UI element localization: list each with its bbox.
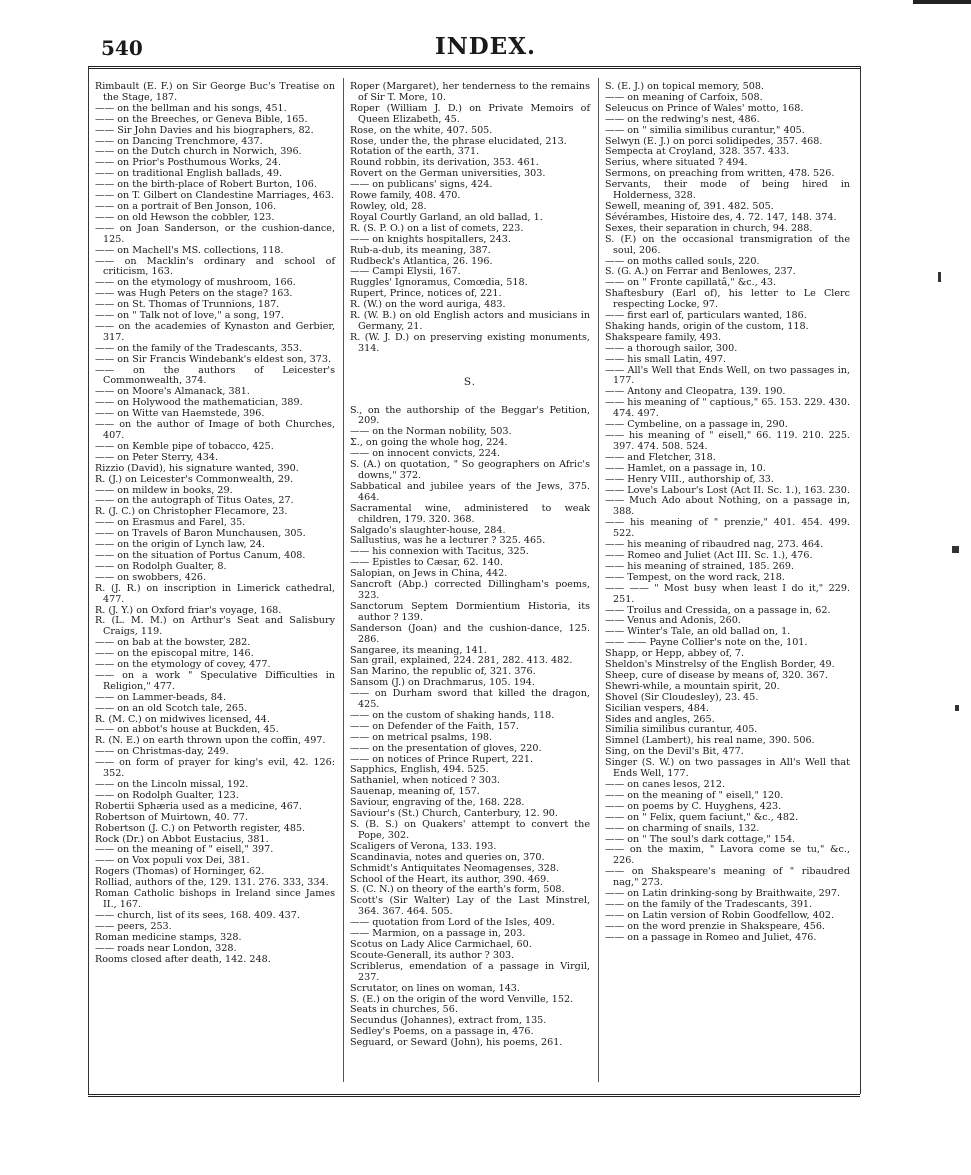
index-entry: —— his connexion with Tacitus, 325.	[350, 546, 529, 558]
index-entry: Scrutator, on lines on woman, 143.	[350, 982, 520, 994]
index-entry: Serius, where situated ? 494.	[605, 157, 748, 169]
index-entry: —— on a passage in Romeo and Juliet, 476.	[605, 931, 817, 943]
index-entry: —— on Dancing Trenchmore, 437.	[95, 135, 263, 147]
index-entry: —— and Fletcher, 318.	[605, 451, 716, 463]
index-entry: —— on Macklin's ordinary and school of criticism, 163.	[95, 255, 335, 278]
index-entry: —— on charming of snails, 132.	[605, 822, 760, 834]
index-entry: Shakspeare family, 493.	[605, 331, 722, 343]
index-entry: —— on moths called souls, 220.	[605, 255, 760, 267]
index-entry: Roman medicine stamps, 328.	[95, 931, 242, 943]
index-entry: San Marino, the republic of, 321. 376.	[350, 666, 536, 678]
index-entry: —— on the author of Image of both Churches, 407.	[95, 419, 335, 441]
index-entry: Scott's (Sir Walter) Lay of the Last Minstrel, 364. 367. 464. 505.	[350, 895, 590, 918]
index-entry: —— on the Breeches, or Geneva Bible, 165.	[95, 113, 308, 125]
bottom-rule	[88, 1094, 860, 1097]
index-entry: —— his meaning of strained, 185. 269.	[605, 560, 794, 572]
index-entry: —— on Kemble pipe of tobacco, 425.	[95, 440, 274, 452]
top-rule	[88, 66, 860, 69]
index-entry: Rudbeck's Atlantica, 26. 196.	[350, 255, 493, 267]
index-entry: Simnel (Lambert), his real name, 390. 506.	[605, 735, 815, 747]
margin-mark	[938, 272, 941, 282]
index-entry: —— —— Payne Collier's note on the, 101.	[605, 637, 808, 649]
index-entry: —— on knights hospitallers, 243.	[350, 233, 511, 245]
index-entry: Rimbault (E. F.) on Sir George Buc's Treatise on the Stage, 187.	[95, 81, 335, 103]
index-entry: —— on the family of the Tradescants, 391.	[605, 898, 813, 910]
left-border	[88, 66, 89, 1094]
index-entry: Secundus (Johannes), extract from, 135.	[350, 1015, 547, 1027]
index-entry: R. (N. E.) on earth thrown upon the coffin, 497.	[95, 735, 326, 747]
index-entry: Sermons, on preaching from written, 478. 526.	[605, 168, 835, 180]
index-entry: —— on Holywood the mathematician, 389.	[95, 397, 303, 409]
index-entry: Shovel (Sir Cloudesley), 23. 45.	[605, 691, 759, 703]
index-entry: —— Henry VIII., authorship of, 33.	[605, 473, 774, 485]
index-entry: —— on canes lesos, 212.	[605, 779, 725, 790]
index-entry: —— on Erasmus and Farel, 35.	[95, 517, 246, 529]
index-entry: —— on Machell's MS. collections, 118.	[95, 244, 284, 256]
index-entry: —— on Joan Sanderson, or the cushion-dance, 125.	[95, 222, 335, 245]
index-column-1	[95, 82, 335, 965]
index-entry: —— his meaning of " eisell," 66. 119. 210. 225. 397. 474. 508. 524.	[605, 430, 850, 452]
index-entry: —— Romeo and Juliet (Act III. Sc. 1.), 476.	[605, 549, 813, 561]
index-entry: R. (L. M. M.) on Arthur's Seat and Salisbury Craigs, 119.	[95, 615, 335, 638]
page-title: INDEX.	[434, 33, 537, 60]
index-entry: Sing, on the Devil's Bit, 477.	[605, 746, 744, 758]
index-entry: —— on Latin drinking-song by Braithwaite, 297.	[605, 888, 841, 900]
index-entry: Robertii Sphæria used as a medicine, 467.	[95, 800, 302, 812]
index-entry: —— was Hugh Peters on the stage? 163.	[95, 288, 293, 300]
index-entry: —— on Prior's Posthumous Works, 24.	[95, 157, 281, 169]
index-entry: R. (S. P. O.) on a list of comets, 223.	[350, 222, 524, 234]
index-entry: —— on Travels of Baron Munchausen, 305.	[95, 528, 306, 540]
index-entry: S., on the authorship of the Beggar's Petition, 209.	[350, 404, 590, 427]
index-entry: Sewell, meaning of, 391. 482. 505.	[605, 200, 774, 212]
index-entry: R. (M. C.) on midwives licensed, 44.	[95, 713, 270, 725]
index-entry: —— his meaning of " captious," 65. 153. 229. 430. 474. 497.	[605, 397, 850, 420]
index-entry: —— on Moore's Almanack, 381.	[95, 386, 250, 398]
index-entry: —— on the academies of Kynaston and Gerbier, 317.	[95, 320, 335, 343]
index-entry: —— his meaning of ribaudred nag, 273. 464.	[605, 539, 824, 551]
index-entry: —— on " The soul's dark cottage," 154.	[605, 833, 796, 845]
index-entry: —— on Sir Francis Windebank's eldest son, 373.	[95, 353, 332, 365]
index-entry: Round robbin, its derivation, 353. 461.	[350, 157, 539, 169]
index-entry: Sallustius, was he a lecturer ? 325. 465.	[350, 535, 546, 547]
index-entry: Scoute-Generall, its author ? 303.	[350, 949, 515, 961]
index-entry: —— on publicans' signs, 424.	[350, 179, 493, 191]
index-entry: —— on the family of the Tradescants, 353.	[95, 342, 303, 354]
index-entry: S. (F.) on the occasional transmigration of the soul, 206.	[605, 233, 850, 256]
column-divider	[598, 78, 599, 1082]
index-entry: S. (C. N.) on theory of the earth's form, 508.	[350, 884, 565, 896]
index-entry: —— on St. Thomas of Trunnions, 187.	[95, 299, 280, 311]
index-entry: —— on mildew in books, 29.	[95, 484, 233, 496]
index-entry: —— on the situation of Portus Canum, 408.	[95, 549, 306, 561]
index-entry: Sabbatical and jubilee years of the Jews, 375. 464.	[350, 480, 590, 503]
margin-mark	[955, 705, 959, 711]
index-entry: —— on the maxim, " Lavora come se tu," &c., 226.	[605, 844, 850, 867]
index-entry: Σ., on going the whole hog, 224.	[350, 437, 508, 449]
index-entry: —— first earl of, particulars wanted, 186.	[605, 310, 807, 322]
index-entry: —— on Rodolph Gualter, 123.	[95, 789, 239, 801]
index-entry: —— on a work " Speculative Difficulties in Religion," 477.	[95, 669, 335, 692]
index-entry: —— Love's Labour's Lost (Act II. Sc. 1.), 163. 230.	[605, 484, 850, 496]
index-entry: —— on Rodolph Gualter, 8.	[95, 560, 227, 572]
index-entry: Shapp, or Hepp, abbey of, 7.	[605, 648, 745, 660]
index-entry: —— Winter's Tale, an old ballad on, 1.	[605, 626, 791, 638]
index-entry: School of the Heart, its author, 390. 469.	[350, 873, 550, 885]
index-entry: Rotation of the earth, 371.	[350, 146, 480, 158]
index-entry: —— on innocent convicts, 224.	[350, 448, 501, 460]
index-entry: —— on " Fronte capillatâ," &c., 43.	[605, 277, 777, 289]
index-entry: Sedley's Poems, on a passage in, 476.	[350, 1026, 534, 1038]
index-entry: R. (J.) on Leicester's Commonwealth, 29.	[95, 473, 294, 485]
index-entry: S. (G. A.) on Ferrar and Benlowes, 237.	[605, 266, 796, 278]
index-entry: —— All's Well that Ends Well, on two passages in, 177.	[605, 364, 850, 387]
index-entry: —— on Defender of the Faith, 157.	[350, 720, 519, 732]
index-entry: Roper (Margaret), her tenderness to the remains of Sir T. More, 10.	[350, 81, 590, 103]
index-entry: —— on the custom of shaking hands, 118.	[350, 709, 555, 721]
index-entry: Similia similibus curantur, 405.	[605, 724, 758, 736]
index-entry: Sacramental wine, administered to weak children, 179. 320. 368.	[350, 502, 590, 525]
index-entry: —— on " Felix, quem faciunt," &c., 482.	[605, 811, 799, 823]
index-entry: —— Cymbeline, on a passage in, 290.	[605, 419, 788, 431]
index-entry: R. (J. R.) on inscription in Limerick cathedral, 477.	[95, 582, 335, 605]
index-entry: —— on the Norman nobility, 503.	[350, 426, 512, 438]
index-entry: Robertson (J. C.) on Petworth register, 485.	[95, 822, 306, 834]
index-entry: Sanderson (Joan) and the cushion-dance, 125. 286.	[350, 622, 590, 645]
index-entry: Salgado's slaughter-house, 284.	[350, 524, 506, 536]
index-entry: —— quotation from Lord of the Isles, 409.	[350, 917, 555, 929]
index-entry: —— on the birth-place of Robert Burton, 106.	[95, 179, 317, 191]
index-entry: Sheep, cure of disease by means of, 320. 367.	[605, 669, 828, 681]
index-entry: R. (W.) on the word auriga, 483.	[350, 299, 506, 311]
column-divider	[343, 78, 344, 1082]
index-entry: S. (B. S.) on Quakers' attempt to convert the Pope, 302.	[350, 819, 590, 841]
index-entry: Sanctorum Septem Dormientium Historia, its author ? 139.	[350, 600, 590, 623]
index-entry: —— on bab at the bowster, 282.	[95, 637, 251, 649]
index-entry: —— on the meaning of " eisell," 120.	[605, 789, 784, 801]
index-entry: Ruggles' Ignoramus, Comœdia, 518.	[350, 277, 528, 289]
index-entry: —— Sir John Davies and his biographers, 82.	[95, 124, 314, 136]
index-entry: Rizzio (David), his signature wanted, 390.	[95, 462, 299, 474]
index-entry: —— on Shakspeare's meaning of " ribaudred nag," 273.	[605, 866, 850, 889]
index-entry: Rowe family, 408. 470.	[350, 190, 461, 202]
index-entry: Shaftesbury (Earl of), his letter to Le Clerc respecting Locke, 97.	[605, 288, 850, 311]
index-entry: Seguard, or Seward (John), his poems, 261.	[350, 1037, 563, 1049]
index-entry: Royal Courtly Garland, an old ballad, 1.	[350, 211, 543, 223]
index-entry: Rooms closed after death, 142. 248.	[95, 953, 271, 965]
index-entry: Roman Catholic bishops in Ireland since James II., 167.	[95, 888, 335, 910]
index-entry: —— on Peter Sterry, 434.	[95, 451, 218, 463]
index-entry: Roper (William J. D.) on Private Memoirs of Queen Elizabeth, 45.	[350, 102, 590, 125]
index-entry: R. (W. B.) on old English actors and musicians in Germany, 21.	[350, 310, 590, 332]
index-entry: Sathaniel, when noticed ? 303.	[350, 775, 501, 787]
index-entry: —— Tempest, on the word rack, 218.	[605, 571, 785, 583]
index-entry: —— on the word prenzie in Shakspeare, 456.	[605, 920, 825, 932]
index-entry: Seleucus on Prince of Wales' motto, 168.	[605, 102, 804, 114]
index-entry: —— peers, 253.	[95, 920, 172, 932]
index-entry: —— on meaning of Carfoix, 508.	[605, 91, 763, 103]
index-entry: —— on swobbers, 426.	[95, 571, 207, 583]
index-column-3	[605, 82, 850, 944]
index-entry: —— his small Latin, 497.	[605, 353, 727, 365]
index-entry: Sévérambes, Histoire des, 4. 72. 147, 148. 374.	[605, 211, 837, 223]
index-entry: —— on the Lincoln missal, 192.	[95, 779, 249, 790]
index-entry: —— on Lammer-beads, 84.	[95, 691, 226, 703]
index-entry: —— on an old Scotch tale, 265.	[95, 702, 248, 714]
index-entry: —— a thorough sailor, 300.	[605, 342, 738, 354]
index-entry: —— on the autograph of Titus Oates, 27.	[95, 495, 294, 507]
index-entry: Shaking hands, origin of the custom, 118.	[605, 320, 809, 332]
index-entry: S. (E.) on the origin of the word Venville, 152.	[350, 993, 574, 1005]
index-entry: —— on Vox populi vox Dei, 381.	[95, 855, 250, 867]
index-entry: —— Marmion, on a passage in, 203.	[350, 928, 526, 940]
index-entry: —— on the episcopal mitre, 146.	[95, 648, 254, 660]
index-entry: —— —— " Most busy when least I do it," 229. 251.	[605, 582, 850, 605]
index-entry: Sauenap, meaning of, 157.	[350, 786, 480, 798]
index-entry: Singer (S. W.) on two passages in All's Well that Ends Well, 177.	[605, 757, 850, 780]
index-entry: —— Hamlet, on a passage in, 10.	[605, 462, 766, 474]
index-entry: Servants, their mode of being hired in Holderness, 328.	[605, 179, 850, 202]
index-entry: —— on the presentation of gloves, 220.	[350, 742, 542, 754]
page-number: 540	[101, 36, 143, 60]
index-entry: —— on " Talk not of love," a song, 197.	[95, 310, 284, 322]
index-entry: Schmidt's Antiquitates Neomagenses, 328.	[350, 862, 560, 874]
index-entry: Shewri-while, a mountain spirit, 20.	[605, 680, 780, 692]
index-entry: Salopian, on Jews in China, 442.	[350, 568, 508, 580]
index-entry: —— church, list of its sees, 168. 409. 437.	[95, 909, 300, 921]
index-entry: Sansom (J.) on Drachmarus, 105. 194.	[350, 677, 535, 689]
index-entry: —— Campi Elysii, 167.	[350, 266, 461, 278]
index-entry: —— Venus and Adonis, 260.	[605, 615, 741, 627]
index-entry: Saviour, engraving of the, 168. 228.	[350, 797, 525, 809]
section-heading: S.	[463, 375, 477, 388]
index-entry: Rose, under the, the phrase elucidated, 213.	[350, 135, 567, 147]
index-entry: Rowley, old, 28.	[350, 200, 427, 212]
index-entry: Scandinavia, notes and queries on, 370.	[350, 851, 545, 863]
index-entry: —— Epistles to Cæsar, 62. 140.	[350, 557, 503, 569]
index-entry: —— Troilus and Cressida, on a passage in, 62.	[605, 604, 831, 616]
index-entry: —— his meaning of " prenzie," 401. 454. 499. 522.	[605, 517, 850, 540]
index-entry: —— on " similia similibus curantur," 405.	[605, 124, 805, 136]
index-entry: —— on metrical psalms, 198.	[350, 731, 493, 743]
index-entry: R. (J. Y.) on Oxford friar's voyage, 168.	[95, 604, 282, 616]
index-entry: —— on the bellman and his songs, 451.	[95, 102, 287, 114]
index-entry: R. (W. J. D.) on preserving existing monuments, 314.	[350, 331, 590, 354]
index-entry: —— on the meaning of " eisell," 397.	[95, 844, 274, 856]
index-entry: —— on old Hewson the cobbler, 123.	[95, 211, 275, 223]
index-entry: —— on abbot's house at Buckden, 45.	[95, 724, 279, 736]
index-entry: —— on the Dutch church in Norwich, 396.	[95, 146, 302, 158]
index-entry: Seats in churches, 56.	[350, 1004, 458, 1016]
index-entry: S. (A.) on quotation, " So geographers on Afric's downs," 372.	[350, 459, 590, 481]
margin-mark	[952, 546, 959, 553]
index-entry: —— Antony and Cleopatra, 139. 190.	[605, 386, 786, 398]
index-entry: —— on the etymology of covey, 477.	[95, 659, 271, 671]
index-entry: San grail, explained, 224. 281, 282. 413. 482.	[350, 655, 573, 667]
index-entry: S. (E. J.) on topical memory, 508.	[605, 81, 765, 92]
index-entry: —— on T. Gilbert on Clandestine Marriages, 463.	[95, 190, 335, 202]
page-edge	[913, 0, 971, 4]
index-entry: —— on Durham sword that killed the dragon, 425.	[350, 688, 590, 711]
index-entry: Rolliad, authors of the, 129. 131. 276. 333, 334.	[95, 877, 329, 889]
index-entry: Scotus on Lady Alice Carmichael, 60.	[350, 938, 532, 950]
index-entry: —— on the redwing's nest, 486.	[605, 113, 760, 125]
right-border	[860, 66, 861, 1094]
index-entry: Sempecta at Croyland, 328. 357. 433.	[605, 146, 790, 158]
index-entry: Rock (Dr.) on Abbot Eustacius, 381.	[95, 833, 269, 845]
index-entry: R. (J. C.) on Christopher Flecamore, 23.	[95, 506, 288, 518]
index-entry: Rose, on the white, 407. 505.	[350, 124, 493, 136]
index-entry: Saviour's (St.) Church, Canterbury, 12. 90.	[350, 808, 558, 820]
index-entry: Sancroft (Abp.) corrected Dillingham's poems, 323.	[350, 579, 590, 601]
index-entry: Scriblerus, emendation of a passage in Virgil, 237.	[350, 960, 590, 983]
index-entry: —— roads near London, 328.	[95, 942, 237, 954]
index-entry: Sangaree, its meaning, 141.	[350, 644, 487, 656]
index-entry: —— on form of prayer for king's evil, 42. 126: 352.	[95, 757, 335, 780]
index-entry: Sapphics, English, 494. 525.	[350, 764, 489, 776]
index-entry: —— on Latin version of Robin Goodfellow, 402.	[605, 909, 835, 921]
index-entry: —— Much Ado about Nothing, on a passage in, 388.	[605, 495, 850, 518]
index-entry: —— on a portrait of Ben Jonson, 106.	[95, 200, 277, 212]
index-entry: Rupert, Prince, notices of, 221.	[350, 288, 502, 300]
index-entry: —— on Christmas-day, 249.	[95, 746, 229, 758]
index-entry: Rub-a-dub, its meaning, 387.	[350, 244, 491, 256]
index-entry: Sicilian vespers, 484.	[605, 702, 709, 714]
index-entry: —— on the origin of Lynch law, 24.	[95, 539, 265, 551]
index-entry: Selwyn (E. J.) on porci solidipedes, 357. 468.	[605, 135, 823, 147]
index-entry: —— on the authors of Leicester's Commonwealth, 374.	[95, 364, 335, 387]
index-entry: Rovert on the German universities, 303.	[350, 168, 546, 180]
index-entry: Sexes, their separation in church, 94. 288.	[605, 222, 813, 234]
index-entry: Rogers (Thomas) of Horninger, 62.	[95, 866, 265, 878]
index-entry: Robertson of Muirtown, 40. 77.	[95, 811, 248, 823]
index-entry: —— on traditional English ballads, 49.	[95, 168, 283, 180]
index-entry: Scaligers of Verona, 133. 193.	[350, 840, 497, 852]
index-entry: —— on notices of Prince Rupert, 221.	[350, 753, 534, 765]
index-entry: —— on the etymology of mushroom, 166.	[95, 277, 296, 289]
index-entry: Sheldon's Minstrelsy of the English Border, 49.	[605, 659, 835, 671]
index-entry: —— on Witte van Haemstede, 396.	[95, 408, 265, 420]
index-column-2	[350, 82, 590, 1049]
index-entry: Sides and angles, 265.	[605, 713, 715, 725]
index-entry: —— on poems by C. Huyghens, 423.	[605, 800, 782, 812]
